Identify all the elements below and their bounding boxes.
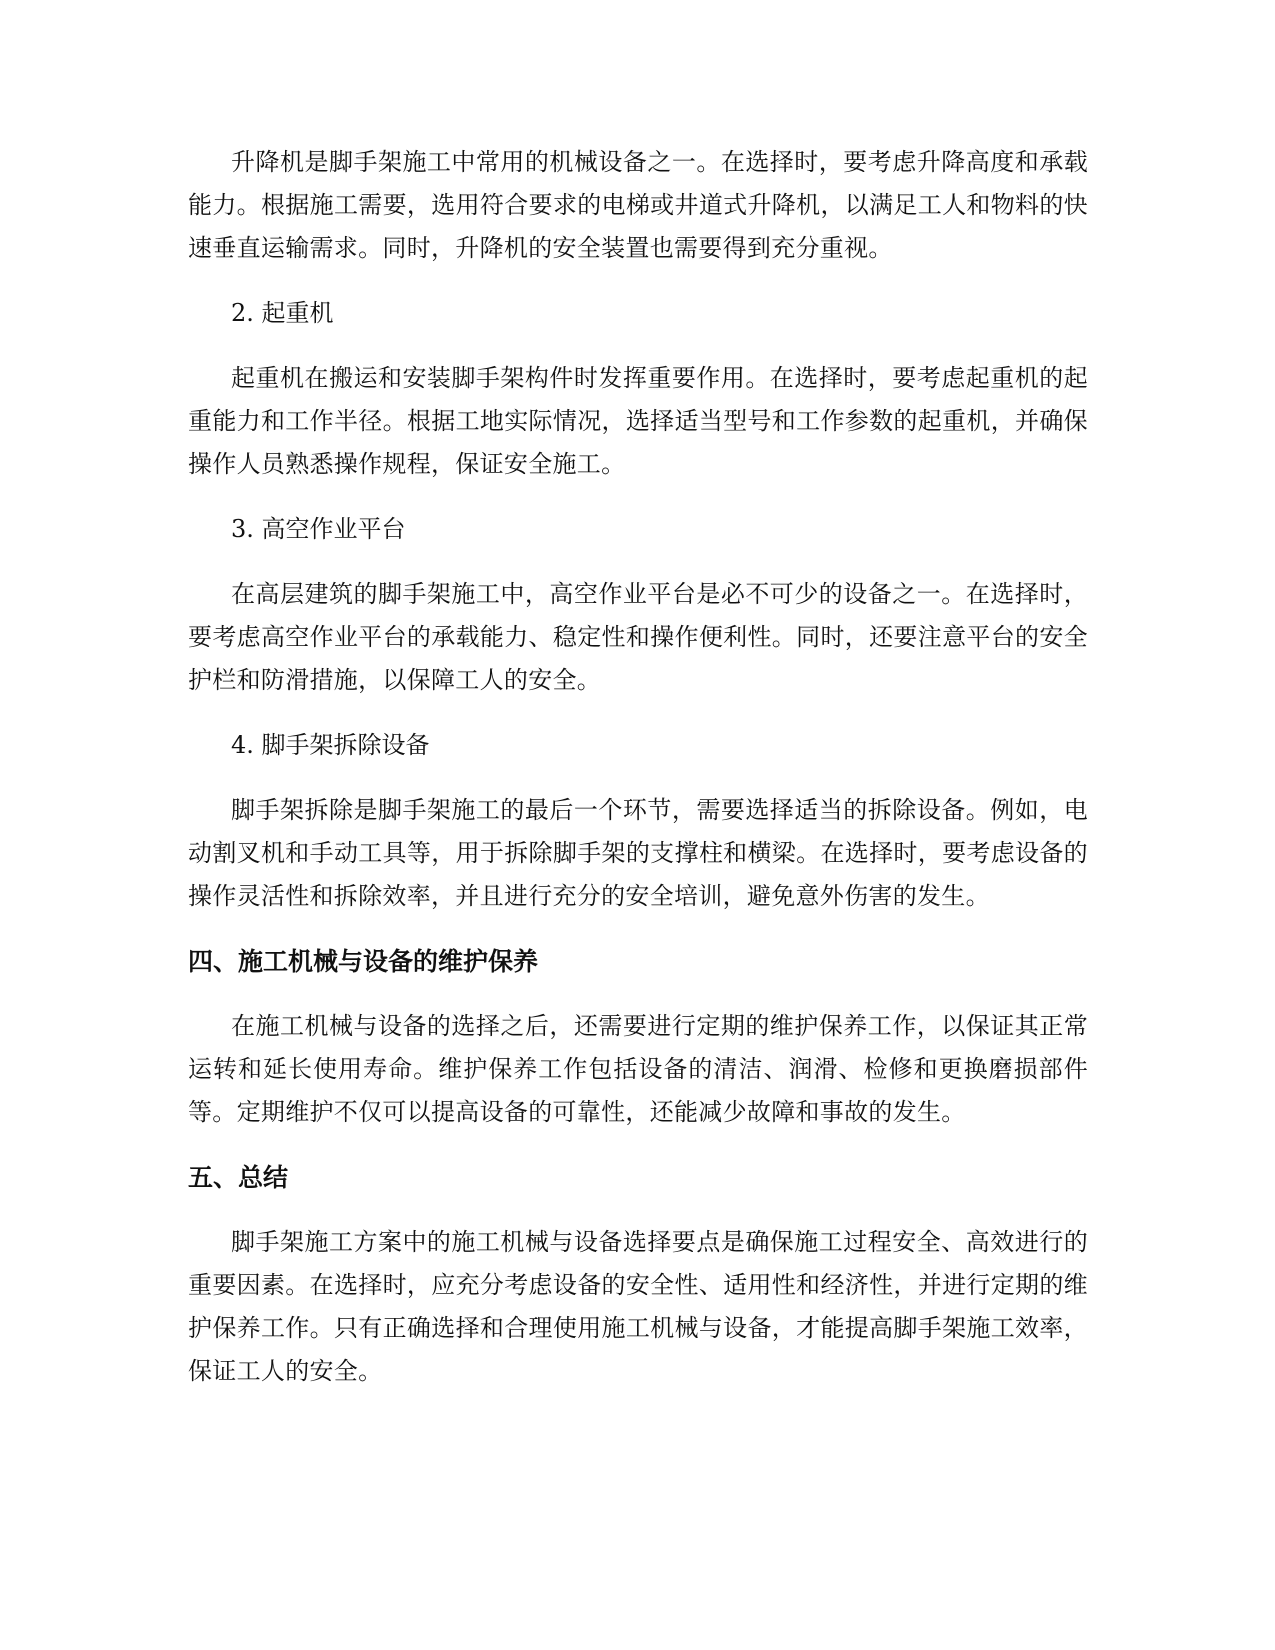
paragraph-summary: 脚手架施工方案中的施工机械与设备选择要点是确保施工过程安全、高效进行的重要因素。在选择时，应充分考虑设备的安全性、适用性和经济性，并进行定期的维护保养工作。只有正确选择和合理使用施工机械与设备，才能提高脚手架施工效率，保证工人的安全。 — [188, 1228, 1088, 1385]
section-heading-maintenance: 四、施工机械与设备的维护保养 — [188, 947, 539, 976]
list-item-crane: 2. 起重机 — [231, 299, 334, 327]
list-item-dismantling-equipment: 4. 脚手架拆除设备 — [231, 731, 430, 759]
section-heading-summary: 五、总结 — [188, 1163, 289, 1192]
document-body — [188, 141, 1088, 1415]
paragraph-aerial-platform: 在高层建筑的脚手架施工中，高空作业平台是必不可少的设备之一。在选择时，要考虑高空作业平台的承载能力、稳定性和操作便利性。同时，还要注意平台的安全护栏和防滑措施，以保障工人的安全。 — [188, 580, 1088, 694]
paragraph-elevator: 升降机是脚手架施工中常用的机械设备之一。在选择时，要考虑升降高度和承载能力。根据施工需要，选用符合要求的电梯或井道式升降机，以满足工人和物料的快速垂直运输需求。同时，升降机的安全装置也需要得到充分重视。 — [188, 148, 1088, 262]
paragraph-dismantling-equipment: 脚手架拆除是脚手架施工的最后一个环节，需要选择适当的拆除设备。例如，电动割叉机和手动工具等，用于拆除脚手架的支撑柱和横梁。在选择时，要考虑设备的操作灵活性和拆除效率，并且进行充分的安全培训，避免意外伤害的发生。 — [188, 796, 1088, 910]
paragraph-crane: 起重机在搬运和安装脚手架构件时发挥重要作用。在选择时，要考虑起重机的起重能力和工作半径。根据工地实际情况，选择适当型号和工作参数的起重机，并确保操作人员熟悉操作规程，保证安全施工。 — [188, 364, 1088, 478]
paragraph-maintenance: 在施工机械与设备的选择之后，还需要进行定期的维护保养工作，以保证其正常运转和延长使用寿命。维护保养工作包括设备的清洁、润滑、检修和更换磨损部件等。定期维护不仅可以提高设备的可靠性，还能减少故障和事故的发生。 — [188, 1012, 1088, 1126]
list-item-aerial-platform: 3. 高空作业平台 — [231, 515, 406, 543]
